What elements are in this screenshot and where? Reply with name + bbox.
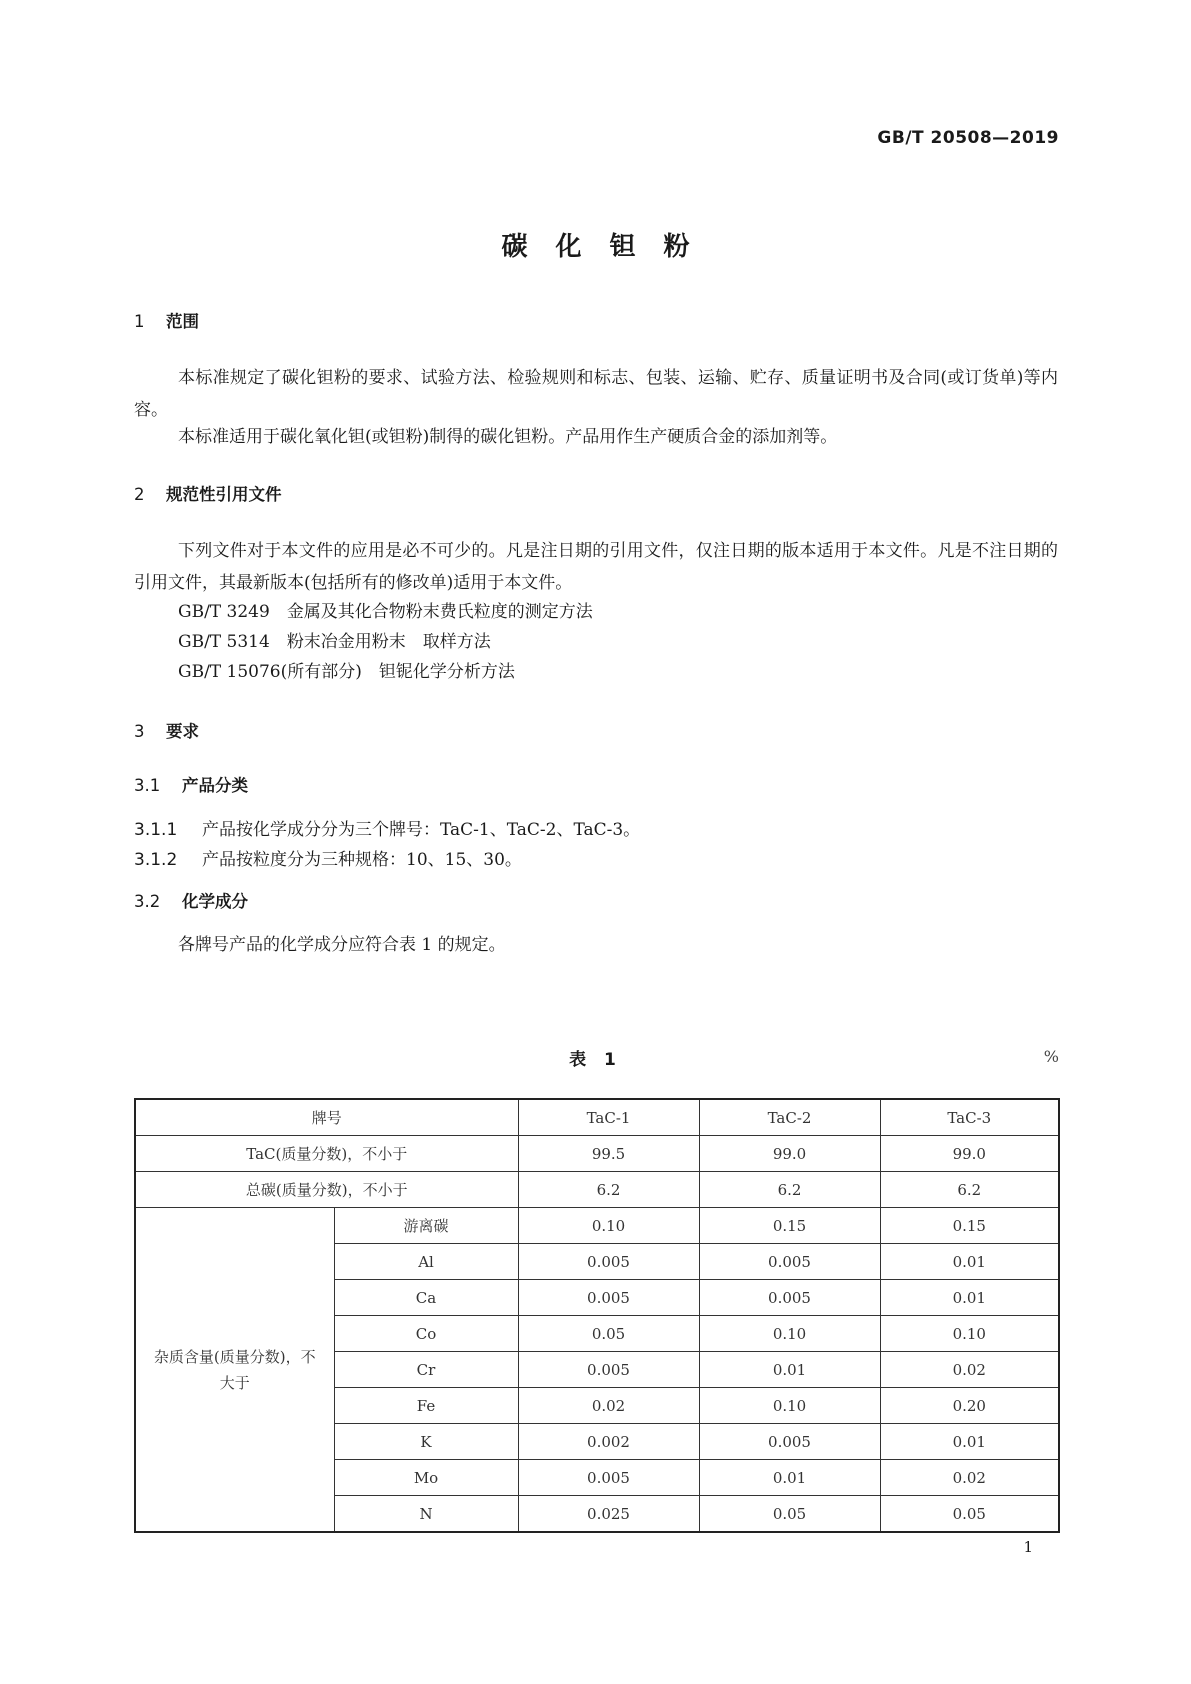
value-cell: 0.025 [518,1496,699,1533]
value-cell: 6.2 [699,1172,880,1208]
clause-text: 产品按化学成分分为三个牌号：TaC-1、TaC-2、TaC-3。 [202,820,641,840]
row-label-cell: 总碳(质量分数)，不小于 [135,1172,518,1208]
subsection-title: 产品分类 [182,776,248,795]
value-cell: 99.5 [518,1136,699,1172]
element-cell: Cr [334,1352,518,1388]
section-number: 2 [134,485,145,504]
value-cell: 0.05 [880,1496,1059,1533]
table-row [135,1172,1059,1208]
reference-item [178,657,515,682]
value-cell: 0.005 [699,1424,880,1460]
section-title: 要求 [166,722,199,741]
value-cell: 0.15 [880,1208,1059,1244]
element-cell: N [334,1496,518,1533]
value-cell: 0.20 [880,1388,1059,1424]
value-cell: 0.01 [699,1352,880,1388]
element-cell: K [334,1424,518,1460]
section-title: 规范性引用文件 [166,485,282,504]
subsection-number: 3.2 [134,892,161,911]
value-cell: 0.10 [699,1316,880,1352]
element-cell: Fe [334,1388,518,1424]
reference-item [178,627,491,652]
table-caption: 表 1 [569,1050,622,1070]
header-grade-cell: TaC-2 [699,1099,880,1136]
subsection-number: 3.1 [134,776,161,795]
document-title: 碳化钽粉 [501,232,718,262]
section-number: 1 [134,312,145,331]
section-number: 3 [134,722,145,741]
header-label-cell: 牌号 [135,1099,518,1136]
page-number: 1 [1023,1538,1033,1556]
element-cell: 游离碳 [334,1208,518,1244]
impurity-group-label-cell: 杂质含量(质量分数)，不大于 [135,1208,334,1533]
reference-code: GB/T 3249 [178,602,270,622]
value-cell: 0.10 [880,1316,1059,1352]
value-cell: 0.005 [699,1244,880,1280]
clause-number: 3.1.1 [134,820,178,840]
element-cell: Mo [334,1460,518,1496]
reference-title: 粉末冶金用粉末 取样方法 [286,632,491,652]
standard-code: GB/T 20508—2019 [877,128,1059,148]
scope-paragraph-2: 本标准适用于碳化氧化钽(或钽粉)制得的碳化钽粉。产品用作生产硬质合金的添加剂等。 [178,427,838,447]
table-unit: % [1043,1047,1059,1066]
value-cell: 0.05 [518,1316,699,1352]
value-cell: 0.01 [699,1460,880,1496]
value-cell: 0.10 [699,1388,880,1424]
clause-3-1-2 [134,845,522,870]
value-cell: 0.15 [699,1208,880,1244]
element-cell: Co [334,1316,518,1352]
value-cell: 0.02 [518,1388,699,1424]
table-row [135,1208,1059,1244]
references-paragraph: 下列文件对于本文件的应用是必不可少的。凡是注日期的引用文件，仅注日期的版本适用于本文件。凡是不注日期的引用文件，其最新版本(包括所有的修改单)适用于本文件。 [134,541,1058,593]
subsection-3-1-heading [134,772,248,796]
section-2-heading [134,481,282,505]
value-cell: 6.2 [880,1172,1059,1208]
value-cell: 99.0 [699,1136,880,1172]
clause-number: 3.1.2 [134,850,178,870]
row-label-cell: TaC(质量分数)，不小于 [135,1136,518,1172]
value-cell: 0.005 [518,1280,699,1316]
value-cell: 0.002 [518,1424,699,1460]
clause-text: 产品按粒度分为三种规格：10、15、30。 [202,850,522,870]
value-cell: 0.02 [880,1460,1059,1496]
subsection-title: 化学成分 [182,892,248,911]
value-cell: 0.005 [518,1352,699,1388]
value-cell: 99.0 [880,1136,1059,1172]
value-cell: 6.2 [518,1172,699,1208]
reference-code: GB/T 5314 [178,632,270,652]
header-grade-cell: TaC-3 [880,1099,1059,1136]
section-title: 范围 [166,312,199,331]
subsection-3-2-heading [134,888,248,912]
element-cell: Ca [334,1280,518,1316]
element-cell: Al [334,1244,518,1280]
value-cell: 0.10 [518,1208,699,1244]
reference-item [178,597,593,622]
value-cell: 0.01 [880,1280,1059,1316]
section-3-heading [134,718,199,742]
clause-3-1-1 [134,815,640,840]
chemical-composition-paragraph: 各牌号产品的化学成分应符合表 1 的规定。 [178,935,506,955]
reference-title: 金属及其化合物粉末费氏粒度的测定方法 [286,602,593,622]
reference-code: GB/T 15076(所有部分) [178,662,362,682]
value-cell: 0.005 [518,1244,699,1280]
value-cell: 0.01 [880,1244,1059,1280]
header-grade-cell: TaC-1 [518,1099,699,1136]
scope-paragraph-1: 本标准规定了碳化钽粉的要求、试验方法、检验规则和标志、包装、运输、贮存、质量证明书及合同(或订货单)等内容。 [134,368,1058,420]
section-1-heading [134,308,199,332]
value-cell: 0.01 [880,1424,1059,1460]
value-cell: 0.05 [699,1496,880,1533]
chemical-composition-table [134,1098,1060,1533]
table-row [135,1136,1059,1172]
table-header-row [135,1099,1059,1136]
value-cell: 0.005 [699,1280,880,1316]
value-cell: 0.02 [880,1352,1059,1388]
value-cell: 0.005 [518,1460,699,1496]
reference-title: 钽铌化学分析方法 [378,662,515,682]
